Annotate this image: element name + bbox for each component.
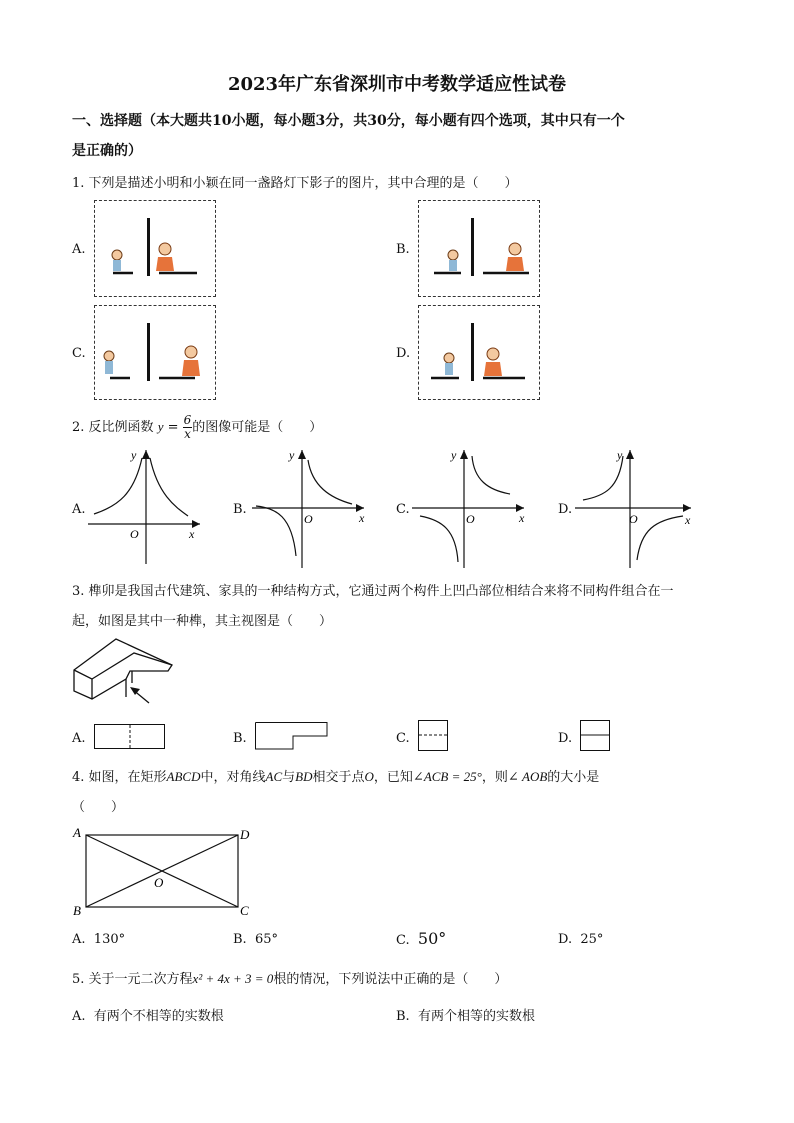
q3-option-c-label[interactable]: C.: [396, 731, 410, 746]
vertex-d-label: D: [240, 827, 250, 842]
q2b-axis-y: y: [289, 448, 295, 462]
q2a-axis-y: y: [131, 448, 137, 462]
question-3-line2: 起，如图是其中一种榫，其主视图是（ ）: [72, 614, 333, 629]
q4-option-a-value: 130°: [93, 932, 126, 947]
q4-angle: ∠ACB = 25°: [412, 769, 482, 784]
q4-part6: ，则: [481, 770, 508, 785]
q2a-axis-x: x: [189, 527, 195, 541]
q2d-origin: O: [629, 512, 638, 526]
boy-icon: [112, 250, 122, 271]
boy-icon: [444, 353, 454, 375]
lamp-shadow-figure-c: [95, 306, 215, 399]
q4-part2: 中，对角线: [200, 770, 266, 785]
q5-option-a[interactable]: [72, 1005, 224, 1024]
q2-graph-c[interactable]: [412, 446, 532, 571]
q2-option-d-label[interactable]: D.: [558, 502, 573, 517]
q4-option-a[interactable]: [72, 932, 125, 947]
q4-part4: 相交于点: [312, 770, 365, 785]
q2-option-b-label[interactable]: B.: [233, 502, 247, 517]
q4-ac: AC: [265, 769, 283, 784]
q2d-axis-y: y: [617, 448, 623, 462]
q5-suffix: 根的情况，下列说法中正确的是（ ）: [273, 972, 508, 987]
q2-denominator: x: [184, 427, 191, 441]
q2-suffix: 的图像可能是（ ）: [192, 420, 323, 435]
q4-part3: 与: [282, 770, 296, 785]
q2-graph-b[interactable]: [252, 446, 372, 571]
q5-option-b[interactable]: [396, 1005, 535, 1024]
q3-option-b-figure[interactable]: [255, 722, 329, 750]
section-heading-line1: 一、选择题（本大题共10小题，每小题3分，共30分，每小题有四个选项，其中只有一个: [72, 113, 625, 129]
section-heading-line2: 是正确的）: [72, 143, 142, 159]
q1-option-c-figure[interactable]: [94, 305, 216, 400]
q2-prefix: 2. 反比例函数: [72, 420, 154, 435]
q4-option-b-label: B.: [233, 932, 247, 947]
girl-icon: [182, 346, 200, 376]
q2-graph-a[interactable]: [88, 446, 208, 571]
q2c-axis-x: x: [519, 511, 525, 525]
q2-option-c-label[interactable]: C.: [396, 502, 410, 517]
q2-var-y: y: [157, 419, 164, 434]
rectangle-abcd-figure: [70, 825, 260, 920]
q4-option-b-value: 65°: [254, 932, 278, 947]
center-o-label: O: [154, 875, 164, 890]
q4-option-a-label: A.: [72, 932, 86, 947]
q4-abcd: ABCD: [166, 769, 201, 784]
q4-option-c-value: 50°: [417, 929, 447, 948]
q3-option-d-label[interactable]: D.: [558, 731, 573, 746]
q1-option-d-label[interactable]: D.: [396, 346, 411, 361]
q1-option-b-label[interactable]: B.: [396, 242, 410, 257]
q5-equation: x² + 4x + 3 = 0: [192, 971, 274, 986]
q1-option-b-figure[interactable]: [418, 200, 540, 297]
lamp-shadow-figure-d: [419, 306, 539, 399]
q3-option-d-figure[interactable]: [580, 720, 612, 752]
q1-option-a-figure[interactable]: [94, 200, 216, 297]
q4-part7: 的大小是: [547, 770, 600, 785]
girl-icon: [156, 243, 174, 271]
vertex-a-label: A: [73, 825, 81, 840]
q3-option-b-label[interactable]: B.: [233, 731, 247, 746]
question-4-line1: [72, 766, 599, 785]
q2c-axis-y: y: [451, 448, 457, 462]
q5-option-a-label: A.: [72, 1009, 86, 1024]
girl-icon: [506, 243, 524, 271]
boy-icon: [448, 250, 458, 271]
q4-option-d-value: 25°: [580, 932, 604, 947]
q2d-axis-x: x: [685, 513, 691, 527]
lamp-shadow-figure-a: [95, 201, 215, 296]
q2c-origin: O: [466, 512, 475, 526]
q4-part1: 4. 如图，在矩形: [72, 770, 167, 785]
q4-aob: ∠ AOB: [507, 769, 548, 784]
q4-o: O: [364, 769, 374, 784]
q1-option-a-label[interactable]: A.: [72, 242, 86, 257]
vertex-c-label: C: [240, 903, 249, 918]
boy-icon: [104, 351, 114, 374]
q3-option-a-figure[interactable]: [94, 724, 166, 750]
q4-option-d[interactable]: [558, 932, 603, 947]
q5-prefix: 5. 关于一元二次方程: [72, 972, 193, 987]
q3-option-a-label[interactable]: A.: [72, 731, 86, 746]
lamp-shadow-figure-b: [419, 201, 539, 296]
q4-option-c-label: C.: [396, 933, 410, 948]
q2-graph-d[interactable]: [575, 446, 695, 571]
question-2-text: [72, 410, 322, 444]
q1-option-c-label[interactable]: C.: [72, 346, 86, 361]
q2a-origin: O: [130, 527, 139, 541]
question-3-line1: 3. 榫卯是我国古代建筑、家具的一种结构方式，它通过两个构件上凹凸部位相结合来将不同构件组合在一: [72, 584, 674, 599]
tenon-3d-figure: [70, 635, 180, 715]
q5-option-b-label: B.: [396, 1009, 410, 1024]
q2-equals: =: [167, 420, 179, 435]
question-5-text: [72, 968, 507, 987]
q2-fraction: [183, 414, 193, 441]
girl-icon: [484, 348, 502, 376]
q2b-origin: O: [304, 512, 313, 526]
q4-bd: BD: [295, 769, 313, 784]
q2-numerator: 6: [183, 413, 192, 427]
vertex-b-label: B: [73, 903, 81, 918]
q2-option-a-label[interactable]: A.: [72, 502, 86, 517]
q2b-axis-x: x: [359, 511, 365, 525]
q5-option-b-value: 有两个相等的实数根: [417, 1009, 535, 1024]
q4-option-c[interactable]: [396, 929, 446, 948]
q1-option-d-figure[interactable]: [418, 305, 540, 400]
q3-option-c-figure[interactable]: [418, 720, 450, 752]
q5-option-a-value: 有两个不相等的实数根: [93, 1009, 224, 1024]
q4-option-b[interactable]: [233, 932, 278, 947]
question-4-line2: （ ）: [72, 800, 125, 815]
q4-option-d-label: D.: [558, 932, 573, 947]
page-title: 2023年广东省深圳市中考数学适应性试卷: [227, 74, 567, 95]
q4-part5: ，已知: [373, 770, 413, 785]
question-1-text: 1. 下列是描述小明和小颖在同一盏路灯下影子的图片，其中合理的是（ ）: [72, 176, 518, 191]
